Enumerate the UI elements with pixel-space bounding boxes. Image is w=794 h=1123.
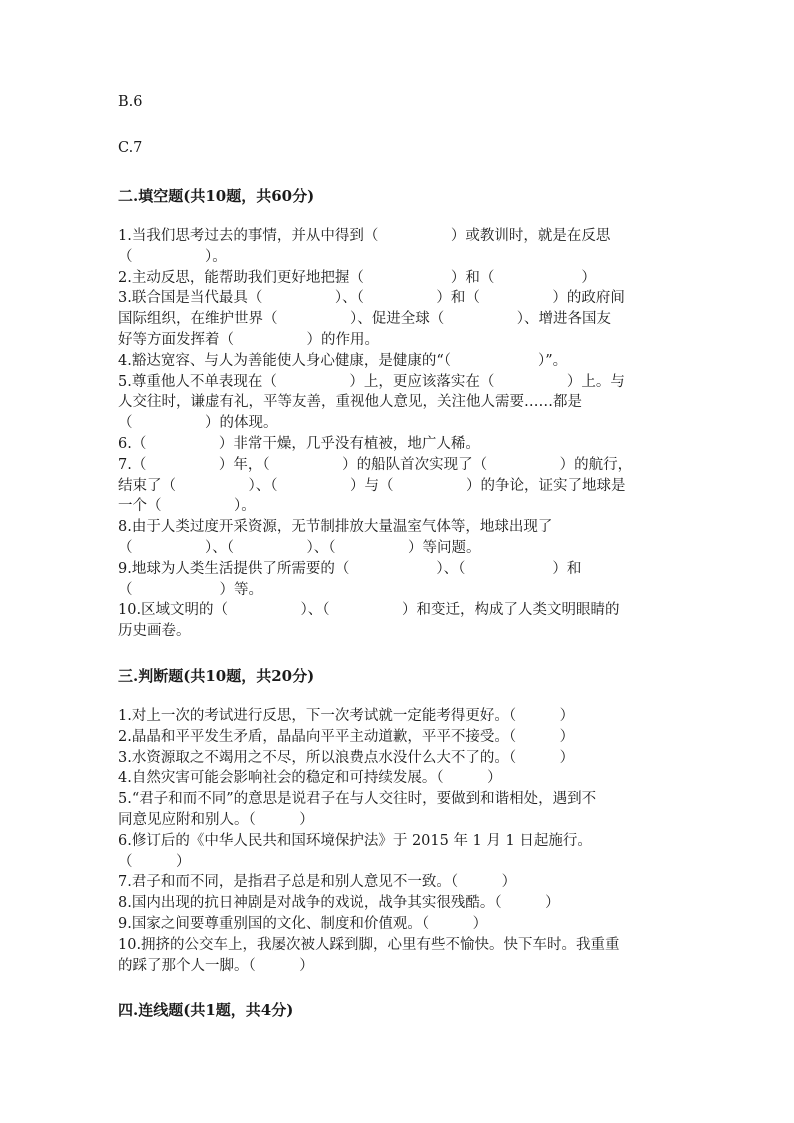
true-false-list [118, 706, 678, 976]
true-false-question: 9.国家之间要尊重别国的文化、制度和价值观。（ ） [118, 915, 488, 932]
fill-blank-question: 4.豁达宽容、与人为善能使人身心健康，是健康的“（ ）”。 [118, 352, 568, 369]
section-fill-blank-title: 二.填空题(共10题，共60分) [118, 187, 315, 205]
fill-blank-question: 3.联合国是当代最具（ ）、（ ）和（ ）的政府间 国际组织，在维护世界（ ）、促进全球（ ）、增进各国友 好等方面发挥着（ ）的作用。 [118, 290, 625, 348]
fill-blank-question: 8.由于人类过度开采资源，无节制排放大量温室气体等，地球出现了 （ ）、（ ）、（ ）等问题。 [118, 519, 553, 556]
fill-blank-question: 9.地球为人类生活提供了所需要的（ ）、（ ）和 （ ）等。 [118, 560, 582, 598]
section-matching-title: 四.连线题(共1题，共4分) [118, 1001, 294, 1020]
fill-blank-question: 2.主动反思，能帮助我们更好地把握（ ）和（ ） [118, 269, 596, 286]
fill-blank-question: 1.当我们思考过去的事情，并从中得到（ ）或教训时，就是在反思 （ ）。 [118, 228, 611, 265]
option-b: B.6 [118, 94, 143, 110]
exam-page [118, 92, 678, 1020]
true-false-question: 8.国内出现的抗日神剧是对战争的戏说，战争其实很残酷。（ ） [118, 895, 560, 912]
section-true-false-title: 三.判断题(共10题，共20分) [118, 666, 315, 685]
true-false-question: 1.对上一次的考试进行反思，下一次考试就一定能考得更好。（ ） [118, 707, 575, 724]
fill-blank-question: 6.（ ）非常干燥，几乎没有植被，地广人稀。 [118, 435, 480, 452]
true-false-question: 10.拥挤的公交车上，我屡次被人踩到脚，心里有些不愉快。快下车时。我重重 的踩了那个人一脚。（ ） [118, 936, 620, 974]
option-c: C.7 [118, 140, 143, 156]
fill-blank-question: 7.（ ）年，（ ）的船队首次实现了（ ）的航行， 结束了（ ）、（ ）与（ ）的争论，证实了地球是 一个（ ）。 [118, 456, 633, 515]
fill-blank-question: 5.尊重他人不单表现在（ ）上，更应该落实在（ ）上。与 人交往时，谦虚有礼，平等友善，重视他人意见，关注他人需要……都是 （ ）的体现。 [118, 373, 625, 432]
true-false-question: 4.自然灾害可能会影响社会的稳定和可持续发展。（ ） [118, 770, 502, 787]
true-false-question: 2.晶晶和平平发生矛盾，晶晶向平平主动道歉，平平不接受。（ ） [118, 728, 575, 745]
fill-blank-question: 10.区域文明的（ ）、（ ）和变迁，构成了人类文明眼睛的 历史画卷。 [118, 602, 620, 640]
fill-blank-list [118, 226, 678, 642]
true-false-question: 3.水资源取之不竭用之不尽，所以浪费点水没什么大不了的。（ ） [118, 749, 575, 766]
true-false-question: 6.修订后的《中华人民共和国环境保护法》于 2015 年 1 月 1 日起施行。 （ ） [118, 832, 592, 870]
true-false-question: 7.君子和而不同，是指君子总是和别人意见不一致。（ ） [118, 874, 517, 891]
true-false-question: 5.“君子和而不同”的意思是说君子在与人交往时，要做到和谐相处，遇到不 同意见应附和别人。（ ） [118, 791, 597, 828]
